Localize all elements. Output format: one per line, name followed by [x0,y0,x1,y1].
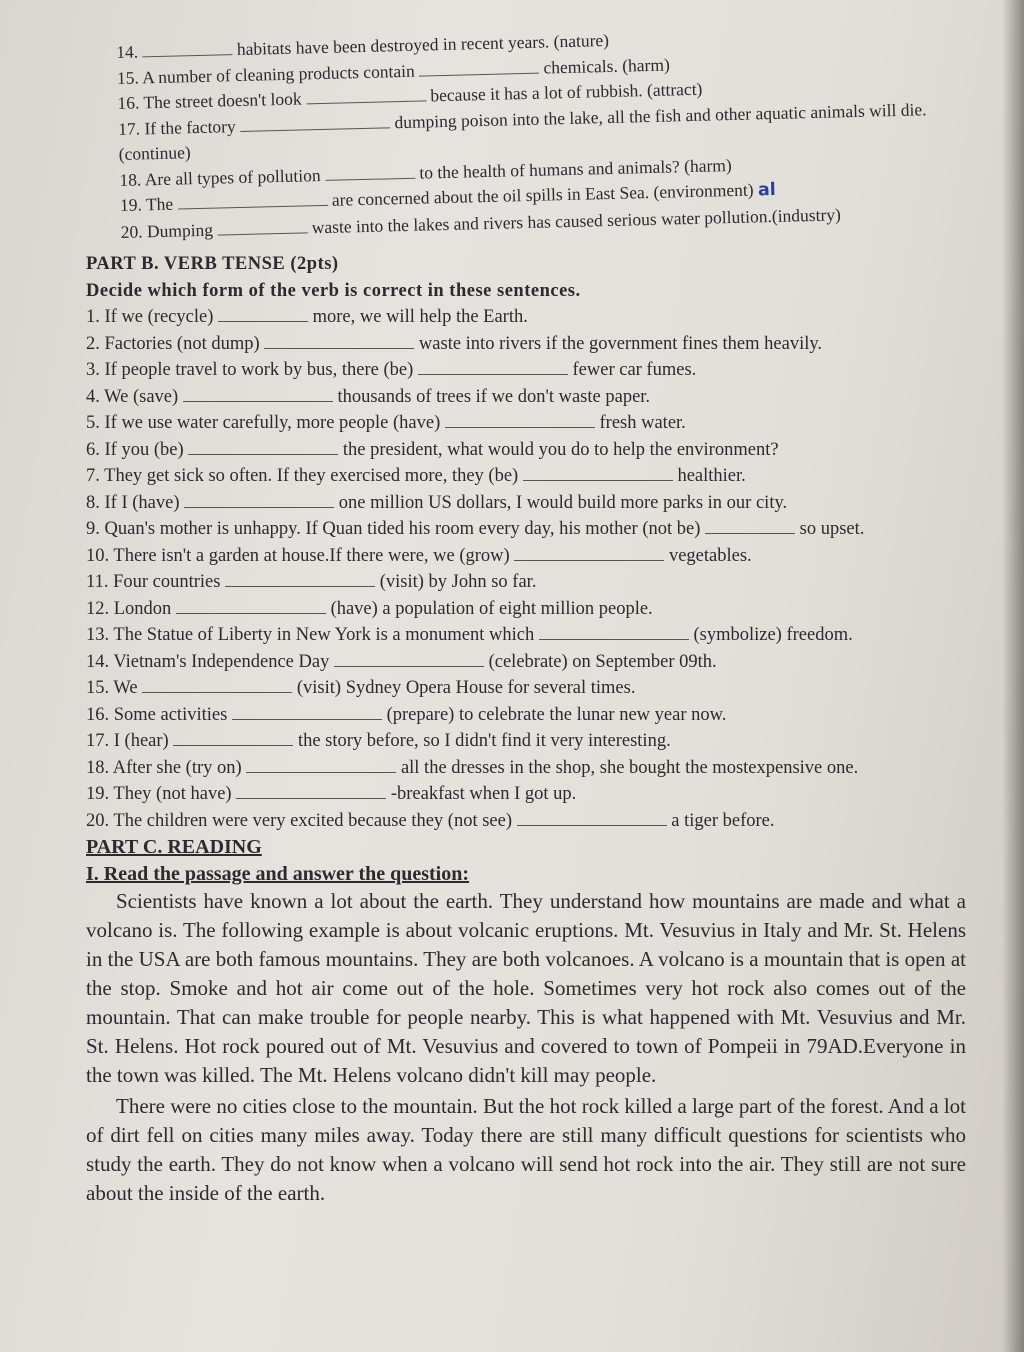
item-text-after: the president, what would you do to help the environment? [342,439,779,460]
item-text-before: We (save) [104,386,179,407]
item-text-before: After she (try on) [112,757,242,778]
item-text-before: Some activities [113,704,228,725]
reading-paragraph: Scientists have known a lot about the earth. They understand how mountains are made and what a volcano is. The following example is about volcanic eruptions. Mt. Vesuvius in Italy and Mr. St. Helens in the USA are both famous mountains. They are both volcanoes. A volcano is a mountain that is open at the stop. Smoke and hot air come out of the hole. Sometimes very hot rock also comes out of the mountain. That can make trouble for people nearby. This is what happened with Mt. Vesuvius and Mr. St. Helens. Hot rock poured out of Mt. Vesuvius and covered to town of Pompeii in 79AD.Everyone in the town was killed. The Mt. Helens volcano didn't kill may people. [86,889,966,1087]
item-number: 15. [116,66,140,88]
item-text-after: (have) a population of eight million people. [330,598,653,619]
item-text-before: Four countries [113,572,221,592]
item-text-after: chemicals. (harm) [543,53,671,78]
part-b-item [86,569,966,596]
item-text-before: They get sick so often. If they exercised more, they (be) [104,466,519,486]
item-text-after: thousands of trees if we don't waste paper. [337,386,651,407]
item-text-after: -breakfast when I got up. [390,784,577,804]
item-number: 16. [86,704,110,725]
item-text-after: fewer car fumes. [572,360,697,380]
item-text-before: Dumping [146,219,214,241]
item-text-before: If we use water carefully, more people (have) [104,413,441,433]
item-text-before: Are all types of pollution [144,164,321,189]
item-text-before: A number of cleaning products contain [141,60,416,87]
part-b-heading: PART B. VERB TENSE (2pts) [86,254,339,274]
part-b-item [86,702,966,729]
answer-blank[interactable] [184,491,334,508]
item-text-before: I (hear) [113,731,169,751]
item-text-before: We [113,678,138,698]
item-number: 2. [86,333,100,354]
answer-blank[interactable] [217,216,307,235]
answer-blank[interactable] [232,703,382,720]
answer-blank[interactable] [523,464,673,481]
item-number: 8. [86,492,100,513]
answer-blank[interactable] [225,570,375,587]
part-c-heading: PART C. READING [86,836,262,858]
part-b-item [86,516,966,543]
part-b-item [86,437,966,464]
item-text-after: are concerned about the oil spills in East Sea. (environment) [331,179,754,210]
item-text-before: They (not have) [113,784,232,804]
item-text-after: so upset. [799,519,865,539]
item-text-after: fresh water. [599,413,686,433]
answer-blank[interactable] [445,411,595,428]
item-text-after: waste into rivers if the government fines them heavily. [418,333,823,354]
item-text-after: more, we will help the Earth. [312,307,528,327]
answer-blank[interactable] [240,111,390,132]
answer-blank[interactable] [218,305,308,322]
part-b-item [86,357,966,384]
item-number: 18. [119,168,142,190]
item-number: 19. [86,784,110,804]
item-text-after: dumping poison into the lake, all the fish and other aquatic animals will die. (continue) [118,98,927,164]
item-text-before: If the factory [144,115,236,138]
item-text-before: There isn't a garden at house.If there were, we (grow) [113,545,510,566]
item-text-after: vegetables. [668,545,752,566]
item-text-before: The [145,193,174,215]
worksheet-content [86,29,966,1208]
item-text-before: Factories (not dump) [104,333,260,354]
item-number: 14. [116,41,139,62]
part-b-item [86,622,966,649]
reading-paragraph: There were no cities close to the mountain. But the hot rock killed a large part of the forest. And a lot of dirt fell on cities many miles away. Today there are still many difficult questions for scientists who study the earth. They do not know when a volcano will send hot rock into the air. They still are not sure about the inside of the earth. [86,1094,966,1205]
answer-blank[interactable] [306,84,426,104]
item-number: 6. [86,439,100,460]
item-number: 15. [86,678,110,698]
part-b-item [86,808,966,835]
part-b-item [86,781,966,808]
answer-blank[interactable] [539,623,689,640]
item-number: 9. [86,519,100,539]
part-b-instruction: Decide which form of the verb is correct in these sentences. [86,280,581,301]
item-text-after: because it has a lot of rubbish. (attract) [430,78,703,106]
item-number: 13. [86,625,110,645]
part-a-section [116,19,961,244]
item-text-before: Quan's mother is unhappy. If Quan tided his room every day, his mother (not be) [104,519,701,539]
item-number: 3. [86,360,100,380]
part-b-item [86,649,966,676]
item-text-after: (visit) by John so far. [379,572,537,592]
item-number: 5. [86,413,100,433]
item-number: 20. [120,220,143,242]
item-number: 19. [119,194,143,215]
answer-blank[interactable] [177,189,327,210]
part-b-item [86,675,966,702]
item-text-after: all the dresses in the shop, she bought the mostexpensive one. [400,757,859,778]
answer-blank[interactable] [173,729,293,746]
item-text-before: The Statue of Liberty in New York is a monument which [113,625,535,645]
answer-blank[interactable] [705,517,795,534]
item-text-before: If I (have) [104,492,180,513]
part-b-item [86,331,966,358]
part-b-item [86,463,966,490]
item-number: 20. [86,810,110,831]
item-number: 1. [86,307,100,327]
item-number: 4. [86,386,100,407]
page-edge-shadow [1002,0,1024,1352]
item-text-after: healthier. [677,466,746,486]
item-number: 16. [117,92,140,113]
part-b-item [86,384,966,411]
item-text-before: Vietnam's Independence Day [113,651,330,672]
part-b-item [86,596,966,623]
answer-blank[interactable] [236,782,386,799]
item-number: 18. [86,757,110,778]
item-text-after: (celebrate) on September 09th. [488,651,717,672]
item-text-after: a tiger before. [671,810,775,831]
answer-blank[interactable] [418,358,568,375]
item-number: 14. [86,651,110,672]
item-number: 17. [86,731,110,751]
answer-blank[interactable] [334,650,484,667]
reading-task: I. Read the passage and answer the question: [86,862,470,885]
part-b-item [86,755,966,782]
item-number: 12. [86,598,110,619]
answer-blank[interactable] [176,597,326,614]
item-text-after: (symbolize) freedom. [693,625,853,645]
item-number: 11. [86,572,109,592]
item-text-before: If we (recycle) [104,307,214,327]
part-b-item [86,728,966,755]
item-text-after: to the health of humans and animals? (harm) [419,154,732,183]
item-text-before: If people travel to work by bus, there (be) [104,360,414,380]
answer-blank[interactable] [419,56,539,76]
item-text-after: waste into the lakes and rivers has caused serious water pollution.(industry) [311,203,842,237]
answer-blank[interactable] [188,438,338,455]
answer-blank[interactable] [142,38,232,57]
item-text-before: London [113,598,172,619]
answer-blank[interactable] [514,544,664,561]
item-text-after: one million US dollars, I would build more parks in our city. [338,492,788,513]
answer-blank[interactable] [264,332,414,349]
part-b-item [86,304,966,331]
answer-blank[interactable] [517,809,667,826]
item-text-before: The street doesn't look [143,88,302,113]
part-b-item [86,410,966,437]
answer-blank[interactable] [142,676,292,693]
item-text-before: If you (be) [104,439,184,460]
answer-blank[interactable] [246,756,396,773]
item-number: 10. [86,545,110,566]
item-text-after: the story before, so I didn't find it very interesting. [297,731,671,751]
answer-blank[interactable] [325,161,415,180]
part-b-section [86,251,966,1208]
item-number: 17. [117,117,141,139]
item-number: 7. [86,466,100,486]
item-text-after: (visit) Sydney Opera House for several times. [296,678,636,698]
part-b-item [86,490,966,517]
item-text-after: (prepare) to celebrate the lunar new year now. [386,704,727,725]
answer-blank[interactable] [183,385,333,402]
item-text-after: habitats have been destroyed in recent years. (nature) [236,29,610,60]
part-b-item [86,543,966,570]
handwritten-answer: al [757,179,777,201]
item-text-before: The children were very excited because they (not see) [113,810,513,831]
